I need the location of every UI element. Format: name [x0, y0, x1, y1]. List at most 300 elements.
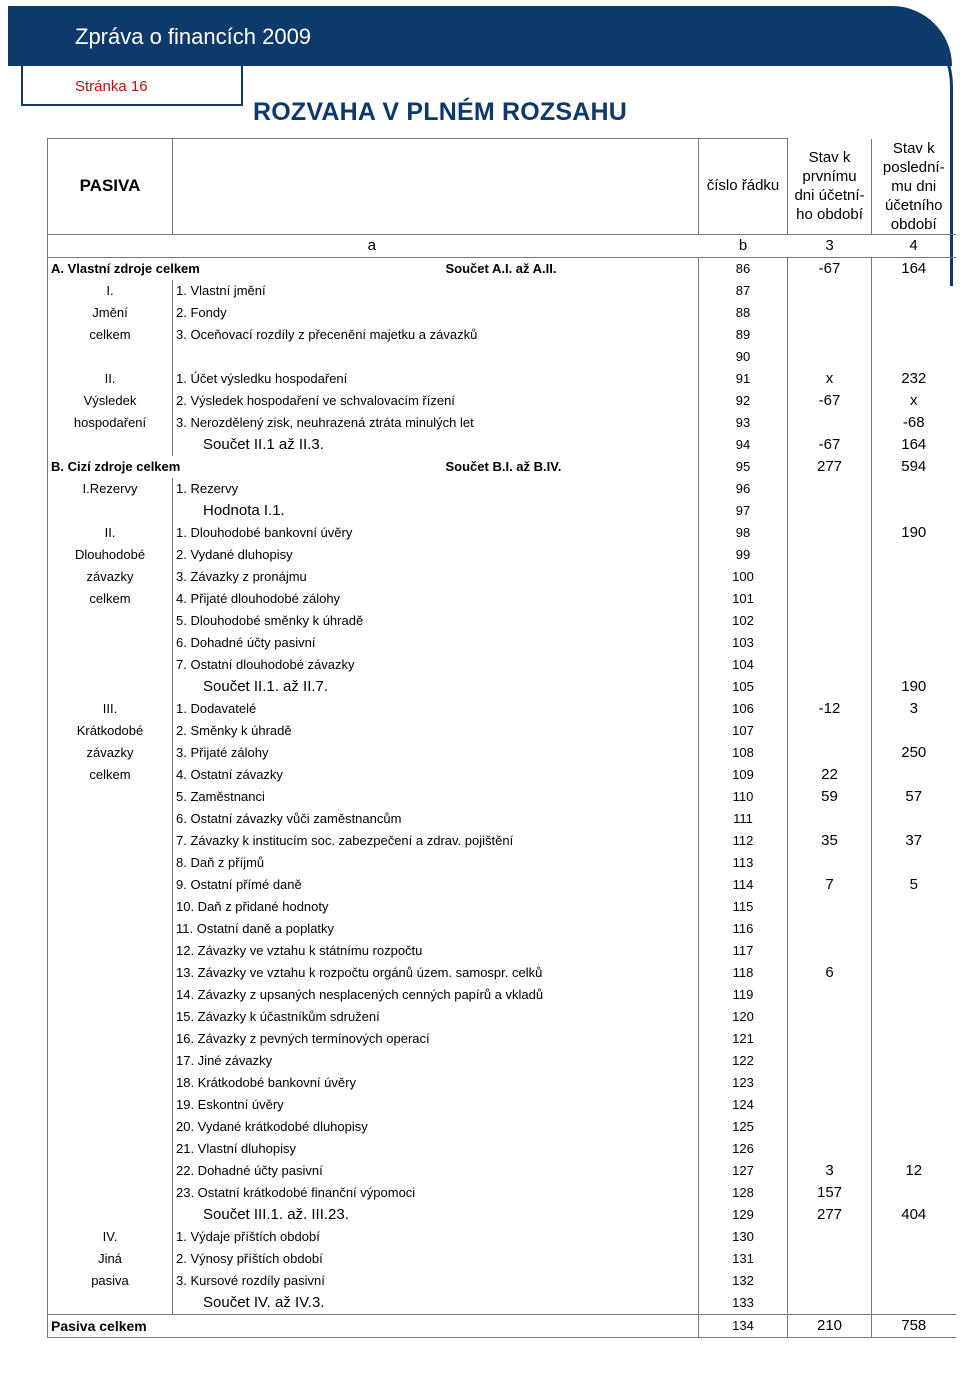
row-line-number: 99: [699, 544, 788, 566]
row-value-start: [788, 896, 872, 918]
row-value-end: [872, 918, 956, 940]
row-group-label: I.: [48, 280, 173, 302]
row-item-label: 22. Dohadné účty pasivní: [176, 1162, 323, 1178]
row-line-number: 95: [699, 456, 788, 478]
table-row: [48, 1270, 956, 1292]
row-value-end: 57: [905, 787, 923, 805]
row-value-start: [788, 588, 872, 610]
row-group-label: [48, 1160, 173, 1182]
row-item-label: 12. Závazky ve vztahu k státnímu rozpočtu: [176, 942, 423, 958]
row-value-start: 277: [788, 1204, 872, 1226]
row-value-end: 594: [901, 457, 927, 475]
row-value-end: [872, 566, 956, 588]
table-row: [48, 257, 956, 280]
table-row: [48, 1138, 956, 1160]
row-group-label: II.: [48, 368, 173, 390]
row-line-number: 113: [699, 852, 788, 874]
row-item-label: 21. Vlastní dluhopisy: [176, 1140, 296, 1156]
table-row: [48, 764, 956, 786]
row-line-number: 117: [699, 940, 788, 962]
row-group-label: závazky: [48, 566, 173, 588]
row-group-label: [48, 1116, 173, 1138]
row-group-label: [48, 434, 173, 456]
header-start-state: Stav k prvnímu dni účetní-ho období: [788, 139, 872, 235]
row-value-end: [872, 1248, 956, 1270]
table-row: [48, 786, 956, 808]
row-item-label: 5. Zaměstnanci: [176, 788, 265, 804]
table-row: [48, 830, 956, 852]
row-group-label: celkem: [48, 324, 173, 346]
row-line-number: 119: [699, 984, 788, 1006]
table-row: [48, 1160, 956, 1182]
row-value-end: [872, 1116, 956, 1138]
row-item-label: 7. Ostatní dlouhodobé závazky: [176, 656, 355, 672]
row-line-number: 93: [699, 412, 788, 434]
column-letters-row: [48, 234, 956, 257]
table-row: [48, 1006, 956, 1028]
row-value-end: [872, 808, 956, 830]
row-line-number: 111: [699, 808, 788, 830]
row-item-label: 14. Závazky z upsaných nesplacených cenných papírů a vkladů: [176, 986, 544, 1002]
row-value-end: 12: [905, 1161, 923, 1179]
row-value-end: [872, 1006, 956, 1028]
col-letter-3: 3: [788, 234, 872, 257]
table-row: [48, 676, 956, 698]
header-pasiva: PASIVA: [48, 139, 173, 235]
row-item-label: 20. Vydané krátkodobé dluhopisy: [176, 1118, 368, 1134]
row-line-number: 120: [699, 1006, 788, 1028]
row-item-label: 2. Výsledek hospodaření ve schvalovacím řízení: [176, 392, 455, 408]
row-value-start: [788, 984, 872, 1006]
row-sum-label: Součet III.1. až. III.23.: [203, 1205, 349, 1223]
row-item-label: 1. Rezervy: [176, 480, 239, 496]
header-row: [48, 139, 956, 235]
table-row: [48, 874, 956, 896]
table-row: [48, 412, 956, 434]
row-value-start: [788, 324, 872, 346]
row-group-label: Dlouhodobé: [48, 544, 173, 566]
row-value-start: [788, 1270, 872, 1292]
table-row: [48, 808, 956, 830]
row-value-end: [872, 588, 956, 610]
table-row: [48, 346, 956, 368]
row-value-end: 232: [901, 369, 927, 387]
row-line-number: 123: [699, 1072, 788, 1094]
row-line-number: 110: [699, 786, 788, 808]
table-row: [48, 918, 956, 940]
row-line-number: 91: [699, 368, 788, 390]
row-sum-label: Součet II.1. až II.7.: [203, 677, 329, 695]
row-total-label: Součet A.I. až A.II.: [445, 260, 557, 276]
row-line-number: 118: [699, 962, 788, 984]
col-letter-4: 4: [872, 234, 956, 257]
row-line-number: 132: [699, 1270, 788, 1292]
row-value-end: [872, 764, 956, 786]
row-line-number: 94: [699, 434, 788, 456]
table-row: [48, 1292, 956, 1315]
row-item-label: 7. Závazky k institucím soc. zabezpečení a zdrav. pojištění: [176, 832, 514, 848]
table-row: [48, 1248, 956, 1270]
row-item-label: 2. Fondy: [176, 304, 227, 320]
row-line-number: 105: [699, 676, 788, 698]
row-value-end: [872, 478, 956, 500]
row-item-label: 23. Ostatní krátkodobé finanční výpomoci: [176, 1184, 416, 1200]
row-item-label: 19. Eskontní úvěry: [176, 1096, 284, 1112]
row-line-number: 125: [699, 1116, 788, 1138]
row-value-end: [872, 1270, 956, 1292]
row-group-label: A. Vlastní zdroje celkem: [48, 257, 443, 280]
row-value-end: [872, 1292, 956, 1315]
row-value-end: 190: [901, 523, 927, 541]
table-row: [48, 1182, 956, 1204]
row-group-label: [48, 1028, 173, 1050]
row-item-label: 3. Oceňovací rozdíly z přecenění majetku a závazků: [176, 326, 478, 342]
table-row: [48, 368, 956, 390]
row-line-number: 109: [699, 764, 788, 786]
row-value-start: [788, 1050, 872, 1072]
table-row: [48, 1050, 956, 1072]
row-value-start: [788, 1006, 872, 1028]
row-line-number: 128: [699, 1182, 788, 1204]
row-value-end: 5: [909, 875, 918, 893]
row-value-start: [788, 918, 872, 940]
row-line-number: 97: [699, 500, 788, 522]
row-group-label: [48, 874, 173, 896]
table-row: [48, 1072, 956, 1094]
row-value-end: x: [910, 391, 918, 409]
row-value-start: 3: [788, 1160, 872, 1182]
table-row: [48, 522, 956, 544]
document-title: Zpráva o financích 2009: [75, 24, 312, 49]
table-row: [48, 1226, 956, 1248]
row-value-end: [872, 610, 956, 632]
row-line-number: 104: [699, 654, 788, 676]
table-row: [48, 1204, 956, 1226]
row-value-start: 59: [788, 786, 872, 808]
row-group-label: [48, 1204, 173, 1226]
row-group-label: B. Cizí zdroje celkem: [48, 456, 443, 478]
row-line-number: 116: [699, 918, 788, 940]
row-value-start: -12: [788, 698, 872, 720]
row-group-label: celkem: [48, 588, 173, 610]
row-value-end: 164: [901, 259, 927, 277]
row-value-end: [872, 1138, 956, 1160]
table-row: [48, 852, 956, 874]
row-value-start: [788, 808, 872, 830]
row-group-label: [48, 1138, 173, 1160]
row-value-end: 164: [901, 435, 927, 453]
row-value-start: [788, 1226, 872, 1248]
row-value-start: [788, 1094, 872, 1116]
row-group-label: [48, 852, 173, 874]
row-value-start: [788, 522, 872, 544]
row-line-number: 100: [699, 566, 788, 588]
row-line-number: 122: [699, 1050, 788, 1072]
row-total-label: Součet B.I. až B.IV.: [445, 458, 562, 474]
row-item-label: 1. Vlastní jmění: [176, 282, 266, 298]
row-group-label: závazky: [48, 742, 173, 764]
row-item-label: 6. Dohadné účty pasivní: [176, 634, 316, 650]
row-group-label: [48, 654, 173, 676]
row-line-number: 124: [699, 1094, 788, 1116]
row-value-start: 157: [788, 1182, 872, 1204]
table-row: [48, 478, 956, 500]
row-line-number: 92: [699, 390, 788, 412]
row-value-end: [872, 500, 956, 522]
row-line-number: 90: [699, 346, 788, 368]
row-group-label: Jiná: [48, 1248, 173, 1270]
row-value-start: [788, 610, 872, 632]
row-group-label: I.Rezervy: [48, 478, 173, 500]
row-value-end: 3: [909, 699, 918, 717]
row-item-label: 16. Závazky z pevných termínových operací: [176, 1030, 430, 1046]
row-group-label: [48, 984, 173, 1006]
row-value-end: [872, 544, 956, 566]
row-value-end: [872, 1050, 956, 1072]
row-value-end: [872, 852, 956, 874]
table-row: [48, 742, 956, 764]
row-value-end: [872, 1072, 956, 1094]
row-group-label: [48, 1292, 173, 1315]
row-item-label: 4. Ostatní závazky: [176, 766, 283, 782]
row-item-label: 2. Vydané dluhopisy: [176, 546, 293, 562]
row-value-end: [872, 324, 956, 346]
row-value-end: 37: [905, 831, 923, 849]
row-item-label: 3. Závazky z pronájmu: [176, 568, 307, 584]
row-value-end: [872, 940, 956, 962]
row-group-label: [48, 830, 173, 852]
row-line-number: 88: [699, 302, 788, 324]
row-value-start: [788, 346, 872, 368]
row-group-label: [48, 1094, 173, 1116]
row-value-end: [872, 280, 956, 302]
row-value-start: 277: [788, 456, 872, 478]
table-row: [48, 566, 956, 588]
row-item-label: 13. Závazky ve vztahu k rozpočtu orgánů územ. samospr. celků: [176, 964, 543, 980]
row-item-label: 3. Nerozdělený zisk, neuhrazená ztráta minulých let: [176, 414, 474, 430]
row-value-start: -67: [788, 434, 872, 456]
row-group-label: III.: [48, 698, 173, 720]
row-line-number: 130: [699, 1226, 788, 1248]
row-value-start: 6: [788, 962, 872, 984]
row-group-label: [48, 610, 173, 632]
row-value-end: 250: [901, 743, 927, 761]
row-item-label: 4. Přijaté dlouhodobé zálohy: [176, 590, 341, 606]
row-value-start: [788, 566, 872, 588]
row-sum-label: Součet IV. až IV.3.: [203, 1293, 325, 1311]
row-value-start: [788, 280, 872, 302]
row-value-start: [788, 720, 872, 742]
row-line-number: 89: [699, 324, 788, 346]
row-item-label: 1. Dlouhodobé bankovní úvěry: [176, 524, 353, 540]
balance-sheet-table: [47, 138, 956, 1338]
row-group-label: II.: [48, 522, 173, 544]
row-value-start: [788, 676, 872, 698]
row-line-number: 112: [699, 830, 788, 852]
table-row: [48, 962, 956, 984]
table-row: [48, 544, 956, 566]
row-group-label: celkem: [48, 764, 173, 786]
row-line-number: 133: [699, 1292, 788, 1315]
table-row: [48, 456, 956, 478]
row-value-start: [788, 1248, 872, 1270]
row-line-number: 127: [699, 1160, 788, 1182]
table-row: [48, 610, 956, 632]
row-group-label: [48, 1050, 173, 1072]
row-line-number: 129: [699, 1204, 788, 1226]
table-row: [48, 940, 956, 962]
row-item-label: 17. Jiné závazky: [176, 1052, 273, 1068]
table-row: [48, 1314, 956, 1337]
row-value-end: 404: [901, 1205, 927, 1223]
row-value-end: [872, 346, 956, 368]
row-line-number: 107: [699, 720, 788, 742]
row-line-number: 126: [699, 1138, 788, 1160]
row-item-label: 3. Přijaté zálohy: [176, 744, 269, 760]
row-group-label: hospodaření: [48, 412, 173, 434]
row-value-start: [788, 1138, 872, 1160]
row-value-start: -67: [788, 257, 872, 280]
table-row: [48, 1116, 956, 1138]
row-line-number: 101: [699, 588, 788, 610]
row-item-label: 5. Dlouhodobé směnky k úhradě: [176, 612, 364, 628]
row-group-label: [48, 896, 173, 918]
row-group-label: [48, 1006, 173, 1028]
row-item-label: 6. Ostatní závazky vůči zaměstnancům: [176, 810, 402, 826]
page-number: Stránka 16: [75, 78, 148, 95]
table-row: [48, 302, 956, 324]
row-line-number: 96: [699, 478, 788, 500]
row-value-start: 210: [788, 1314, 872, 1337]
row-value-end: [872, 1094, 956, 1116]
row-group-label: [48, 1072, 173, 1094]
row-value-end: 758: [872, 1314, 956, 1337]
row-line-number: 98: [699, 522, 788, 544]
row-value-start: -67: [788, 390, 872, 412]
table-row: [48, 1094, 956, 1116]
row-line-number: 106: [699, 698, 788, 720]
row-group-label: pasiva: [48, 1270, 173, 1292]
row-value-start: [788, 500, 872, 522]
row-value-start: x: [788, 368, 872, 390]
row-line-number: 86: [699, 257, 788, 280]
row-group-label: [48, 676, 173, 698]
row-item-label: [173, 346, 699, 368]
row-item-label: 11. Ostatní daně a poplatky: [176, 920, 335, 936]
table-row: [48, 654, 956, 676]
row-group-label: Výsledek: [48, 390, 173, 412]
row-item-label: 1. Výdaje příštích období: [176, 1228, 320, 1244]
row-sum-label: Hodnota I.1.: [203, 501, 285, 519]
row-group-label: [48, 500, 173, 522]
main-title: ROZVAHA V PLNÉM ROZSAHU: [253, 98, 628, 126]
row-value-start: [788, 1028, 872, 1050]
row-item-label: 8. Daň z příjmů: [176, 854, 265, 870]
row-line-number: 103: [699, 632, 788, 654]
table-row: [48, 1028, 956, 1050]
row-value-start: [788, 1072, 872, 1094]
row-line-number: 121: [699, 1028, 788, 1050]
row-group-label: [48, 940, 173, 962]
table-row: [48, 434, 956, 456]
row-value-end: -68: [902, 413, 925, 431]
row-line-number: 87: [699, 280, 788, 302]
row-line-number: 114: [699, 874, 788, 896]
row-item-label: 1. Účet výsledku hospodaření: [176, 370, 348, 386]
row-value-end: [872, 896, 956, 918]
row-value-start: [788, 302, 872, 324]
row-value-end: [872, 632, 956, 654]
row-line-number: 131: [699, 1248, 788, 1270]
row-item-label: 2. Směnky k úhradě: [176, 722, 292, 738]
row-item-label: 3. Kursové rozdíly pasivní: [176, 1272, 325, 1288]
row-value-end: [872, 1028, 956, 1050]
row-line-number: 115: [699, 896, 788, 918]
row-group-label: [48, 918, 173, 940]
table-row: [48, 500, 956, 522]
row-value-start: [788, 412, 872, 434]
row-value-start: 22: [788, 764, 872, 786]
row-group-label: [48, 786, 173, 808]
row-group-label: [48, 962, 173, 984]
row-value-end: [872, 654, 956, 676]
row-value-start: [788, 654, 872, 676]
table-row: [48, 698, 956, 720]
row-value-start: 7: [788, 874, 872, 896]
row-value-end: [872, 720, 956, 742]
table-row: [48, 324, 956, 346]
row-item-label: 9. Ostatní přímé daně: [176, 876, 302, 892]
row-value-start: 35: [788, 830, 872, 852]
row-line-number: 102: [699, 610, 788, 632]
row-value-end: [872, 1226, 956, 1248]
row-value-end: [872, 984, 956, 1006]
table-row: [48, 720, 956, 742]
row-item-label: 15. Závazky k účastníkům sdružení: [176, 1008, 380, 1024]
row-group-label: Pasiva celkem: [48, 1314, 699, 1337]
row-value-start: [788, 852, 872, 874]
row-group-label: IV.: [48, 1226, 173, 1248]
row-group-label: Krátkodobé: [48, 720, 173, 742]
row-value-start: [788, 1116, 872, 1138]
row-item-label: 18. Krátkodobé bankovní úvěry: [176, 1074, 356, 1090]
row-group-label: [48, 346, 173, 368]
row-line-number: 108: [699, 742, 788, 764]
row-group-label: [48, 1182, 173, 1204]
row-group-label: [48, 632, 173, 654]
row-item-label: 10. Daň z přidané hodnoty: [176, 898, 329, 914]
row-value-start: [788, 940, 872, 962]
row-sum-label: Součet II.1 až II.3.: [203, 435, 324, 453]
table-row: [48, 984, 956, 1006]
row-group-label: Jmění: [48, 302, 173, 324]
row-value-end: [872, 1182, 956, 1204]
row-value-start: [788, 1292, 872, 1315]
table-row: [48, 280, 956, 302]
row-item-label: 2. Výnosy příštích období: [176, 1250, 323, 1266]
row-value-end: [872, 302, 956, 324]
row-value-start: [788, 544, 872, 566]
row-value-end: 190: [901, 677, 927, 695]
row-value-start: [788, 632, 872, 654]
table-row: [48, 588, 956, 610]
col-letter-b: b: [699, 234, 788, 257]
row-line-number: 134: [699, 1314, 788, 1337]
row-value-end: [872, 962, 956, 984]
row-value-start: [788, 742, 872, 764]
col-letter-a: a: [48, 234, 699, 257]
header-blank: [173, 139, 699, 235]
